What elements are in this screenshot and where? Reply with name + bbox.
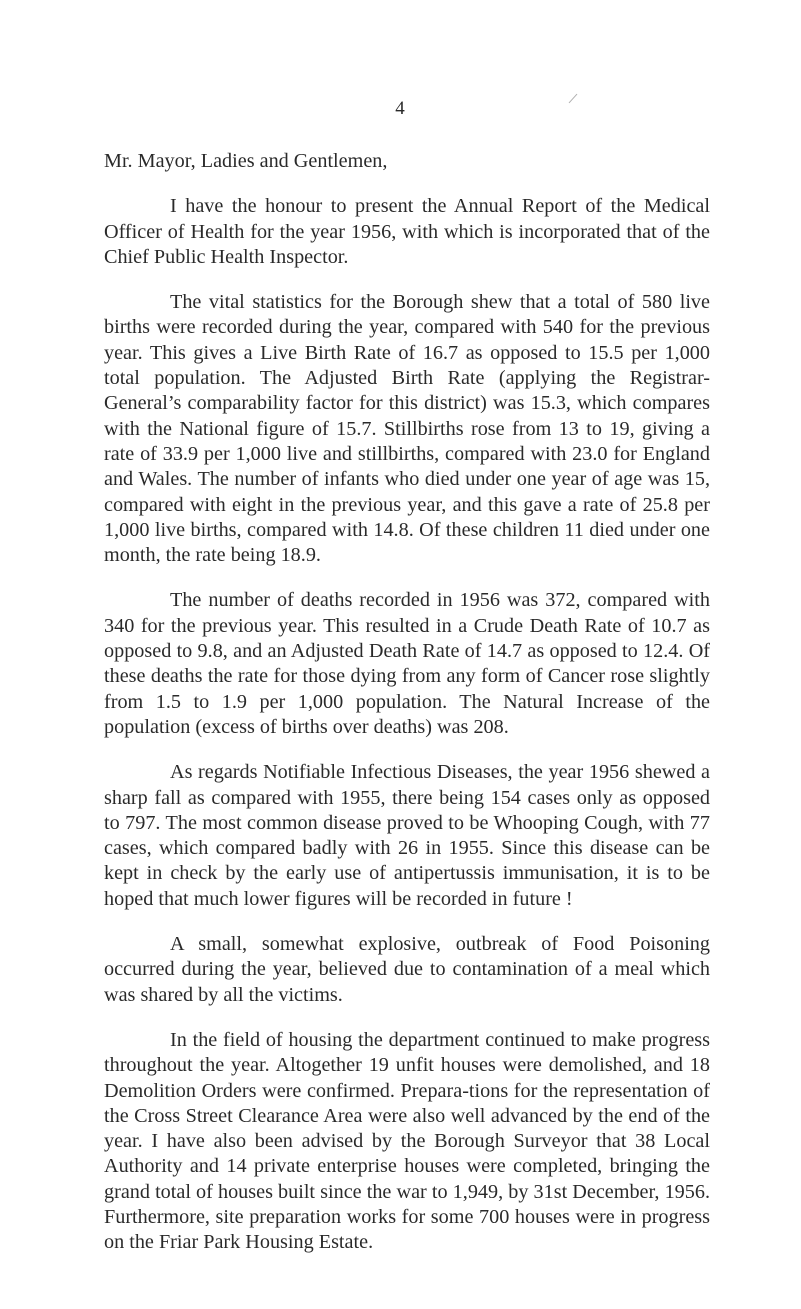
paragraph-deaths: The number of deaths recorded in 1956 was 372, compared with 340 for the previous year. This resulted in a Crude Death Rate of 10.7 as opposed to 9.8, and an Adjusted Death Rate of 14.7 as opposed to 12.4. Of these deaths the rate for those dying from any form of Cancer rose slightly from 1.5 to 1.9 per 1,000 population. The Natural Increase of the population (excess of births over deaths) was 208. (104, 589, 710, 738)
paragraph-vital-statistics: The vital statistics for the Borough shew that a total of 580 live births were recorded during the year, compared with 540 for the previous year. This gives a Live Birth Rate of 16.7 as opposed to 15.5 per 1,000 total population. The Adjusted Birth Rate (applying the Registrar-General’s comparability factor for this district) was 15.3, which compares with the National figure of 15.7. Stillbirths rose from 13 to 19, giving a rate of 33.9 per 1,000 live and stillbirths, compared with 23.0 for England and Wales. The number of infants who died under one year of age was 15, compared with eight in the previous year, and this gave a rate of 25.8 per 1,000 live births, compared with 14.8. Of these children 11 died under one month, the rate being 18.9. (104, 291, 710, 567)
pencil-mark (569, 94, 578, 104)
paragraph-housing: In the field of housing the department continued to make progress throughout the year. Altogether 19 unfit houses were demolished, and 18 Demolition Orders were confirmed. Prepara-tions for the representation of the Cross Street Clearance Area were also well advanced by the end of the year. I have also been advised by the Borough Surveyor that 38 Local Authority and 14 private enterprise houses were completed, bringing the grand total of houses built since the war to 1,949, by 31st December, 1956. Furthermore, site preparation works for some 700 houses were in progress on the Friar Park Housing Estate. (104, 1028, 710, 1254)
paragraph-food-poisoning: A small, somewhat explosive, outbreak of Food Poisoning occurred during the year, believed due to contamination of a meal which was shared by all the victims. (104, 933, 710, 1006)
letter-body (104, 149, 710, 1256)
paragraph-infectious-diseases: As regards Notifiable Infectious Diseases, the year 1956 shewed a sharp fall as compared with 1955, there being 154 cases only as opposed to 797. The most common disease proved to be Whooping Cough, with 77 cases, which compared badly with 26 in 1955. Since this disease can be kept in check by the early use of antipertussis immunisation, it is to be hoped that much lower figures will be recorded in future ! (104, 761, 710, 910)
salutation: Mr. Mayor, Ladies and Gentlemen, (104, 150, 388, 172)
paragraph-introduction: I have the honour to present the Annual Report of the Medical Officer of Health for the year 1956, with which is incorporated that of the Chief Public Health Inspector. (104, 195, 710, 268)
page-number: 4 (395, 98, 405, 119)
